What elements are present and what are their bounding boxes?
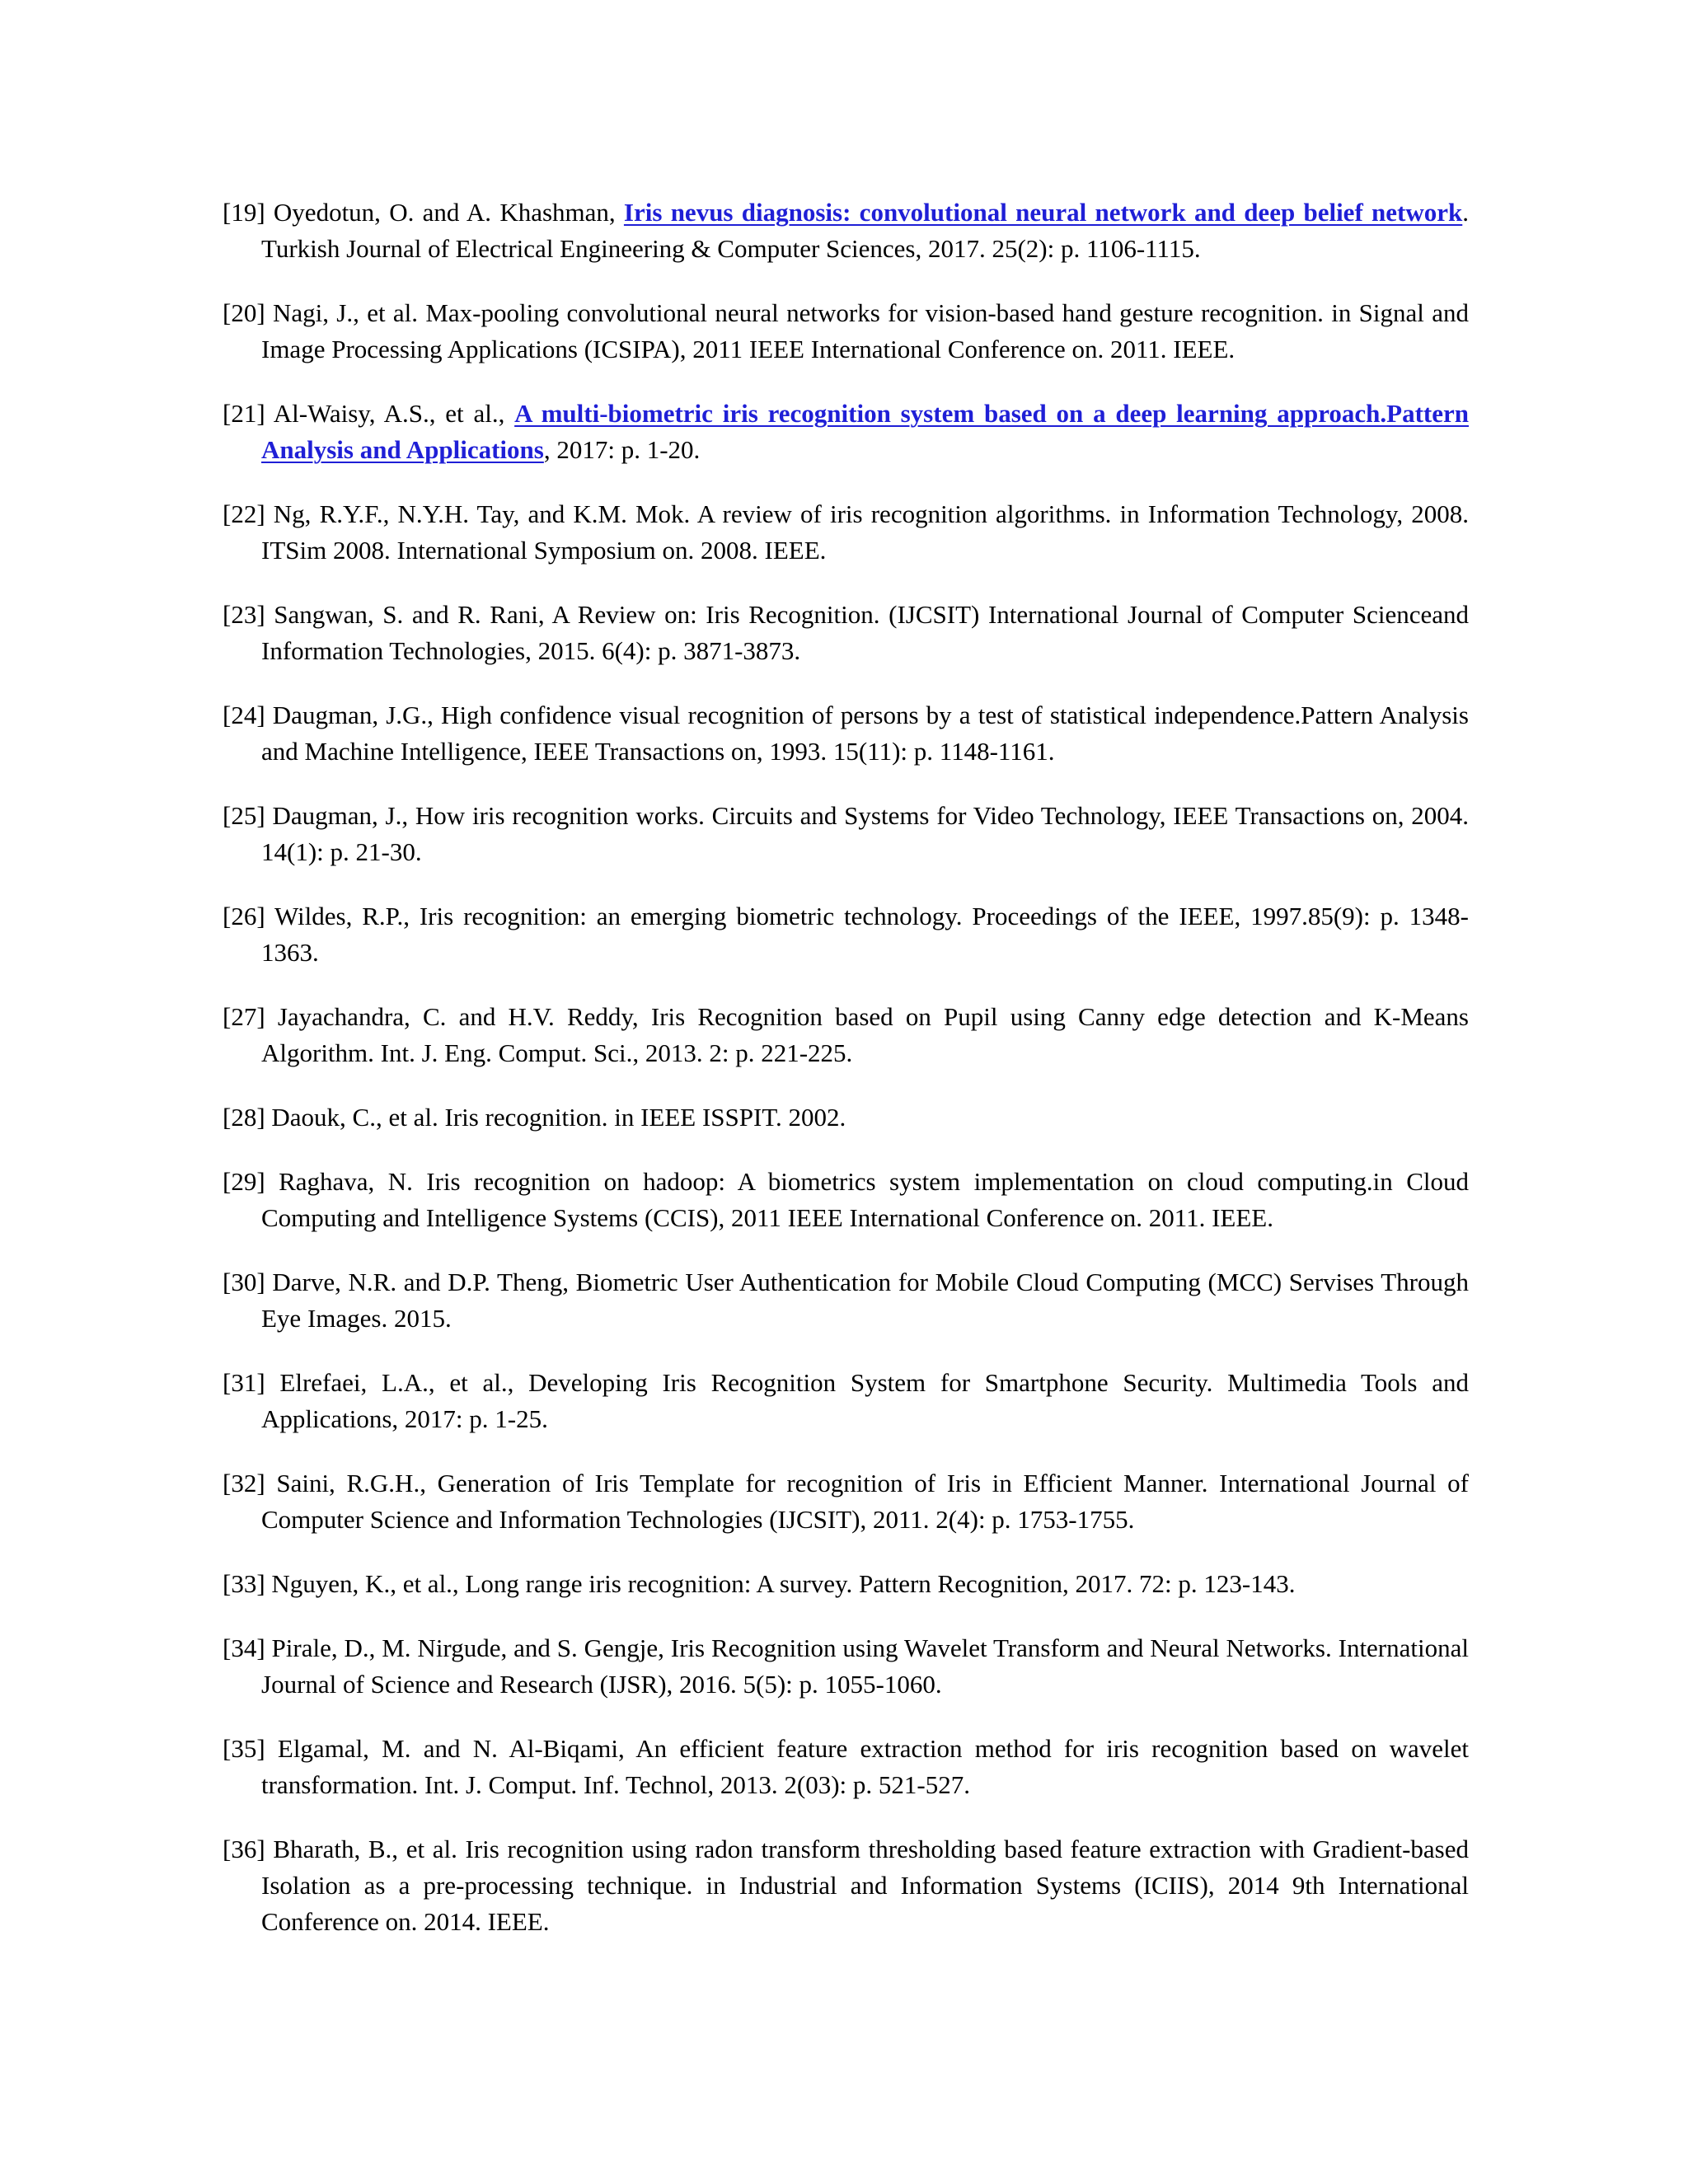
reference-item xyxy=(223,1264,1469,1337)
reference-item xyxy=(223,194,1469,267)
reference-number: [32] xyxy=(223,1469,265,1497)
reference-text: Pirale, D., M. Nirgude, and S. Gengje, Iris Recognition using Wavelet Transform and Neural Networks. International Journal of Science and Research (IJSR), 2016. 5(5): p. 1055-1060. xyxy=(261,1633,1469,1699)
reference-number: [31] xyxy=(223,1368,265,1397)
reference-item xyxy=(223,1566,1469,1602)
reference-number: [35] xyxy=(223,1734,265,1763)
reference-item xyxy=(223,396,1469,468)
reference-text: Nagi, J., et al. Max-pooling convolutional neural networks for vision-based hand gesture recognition. in Signal and Image Processing Applications (ICSIPA), 2011 IEEE International Conference on. 2011. IEEE. xyxy=(261,298,1469,363)
reference-text: Saini, R.G.H., Generation of Iris Template for recognition of Iris in Efficient Manner. International Journal of Computer Science and Information Technologies (IJCSIT), 2011. 2(4): p. 1753-1755. xyxy=(261,1469,1469,1534)
reference-text: Raghava, N. Iris recognition on hadoop: A biometrics system implementation on cloud computing.in Cloud Computing and Intelligence Systems (CCIS), 2011 IEEE International Conference on. 2011. IEEE. xyxy=(261,1167,1469,1232)
reference-text: Sangwan, S. and R. Rani, A Review on: Iris Recognition. (IJCSIT) International Journal of Computer Scienceand Information Technologies, 2015. 6(4): p. 3871-3873. xyxy=(261,600,1469,665)
reference-item xyxy=(223,1731,1469,1803)
reference-item xyxy=(223,1099,1469,1136)
reference-number: [23] xyxy=(223,600,265,629)
reference-text: Daouk, C., et al. Iris recognition. in IEEE ISSPIT. 2002. xyxy=(265,1103,846,1132)
reference-number: [22] xyxy=(223,499,265,528)
reference-text: Jayachandra, C. and H.V. Reddy, Iris Recognition based on Pupil using Canny edge detection and K-Means Algorithm. Int. J. Eng. Comput. Sci., 2013. 2: p. 221-225. xyxy=(261,1002,1469,1067)
reference-item xyxy=(223,1164,1469,1236)
reference-item xyxy=(223,597,1469,669)
reference-number: [20] xyxy=(223,298,265,327)
reference-number: [34] xyxy=(223,1633,265,1662)
reference-item xyxy=(223,798,1469,870)
reference-text: Wildes, R.P., Iris recognition: an emerging biometric technology. Proceedings of the IEEE, 1997.85(9): p. 1348-1363. xyxy=(261,902,1469,967)
reference-number: [19] xyxy=(223,198,265,227)
reference-text: Bharath, B., et al. Iris recognition using radon transform thresholding based feature extraction with Gradient-based Isolation as a pre-processing technique. in Industrial and Information Systems (ICIIS), 2014 9th International Conference on. 2014. IEEE. xyxy=(261,1835,1469,1936)
reference-item xyxy=(223,1465,1469,1538)
reference-text: Elrefaei, L.A., et al., Developing Iris Recognition System for Smartphone Security. Multimedia Tools and Applications, 2017: p. 1-25. xyxy=(261,1368,1469,1433)
reference-item xyxy=(223,1831,1469,1940)
reference-text: Darve, N.R. and D.P. Theng, Biometric User Authentication for Mobile Cloud Computing (MCC) Servises Through Eye Images. 2015. xyxy=(261,1268,1469,1333)
reference-item xyxy=(223,1365,1469,1437)
reference-title-link[interactable]: Iris nevus diagnosis: convolutional neural network and deep belief network xyxy=(623,198,1463,227)
reference-item xyxy=(223,496,1469,569)
reference-number: [29] xyxy=(223,1167,265,1196)
reference-number: [28] xyxy=(223,1103,265,1132)
reference-number: [36] xyxy=(223,1835,265,1863)
reference-item xyxy=(223,697,1469,770)
reference-text: Nguyen, K., et al., Long range iris recognition: A survey. Pattern Recognition, 2017. 72: p. 123-143. xyxy=(265,1569,1296,1598)
reference-text: Daugman, J., How iris recognition works. Circuits and Systems for Video Technology, IEEE Transactions on, 2004. 14(1): p. 21-30. xyxy=(261,801,1469,866)
reference-item xyxy=(223,999,1469,1071)
reference-text: Daugman, J.G., High confidence visual recognition of persons by a test of statistical independence.Pattern Analysis and Machine Intelligence, IEEE Transactions on, 1993. 15(11): p. 1148-1161. xyxy=(261,701,1469,766)
reference-item xyxy=(223,1630,1469,1703)
reference-text: Al-Waisy, A.S., et al., xyxy=(265,399,515,428)
reference-number: [30] xyxy=(223,1268,265,1296)
reference-text: Ng, R.Y.F., N.Y.H. Tay, and K.M. Mok. A review of iris recognition algorithms. in Information Technology, 2008. ITSim 2008. International Symposium on. 2008. IEEE. xyxy=(261,499,1469,565)
reference-number: [25] xyxy=(223,801,265,830)
reference-title-link[interactable]: A multi-biometric iris recognition system based on a deep learning approach.Pattern Analysis and Applications xyxy=(261,399,1469,464)
reference-number: [33] xyxy=(223,1569,265,1598)
reference-number: [26] xyxy=(223,902,265,930)
reference-item xyxy=(223,898,1469,971)
reference-text: , 2017: p. 1-20. xyxy=(543,435,701,464)
reference-list xyxy=(223,194,1469,1968)
reference-text: Oyedotun, O. and A. Khashman, xyxy=(265,198,624,227)
reference-number: [24] xyxy=(223,701,265,729)
reference-number: [21] xyxy=(223,399,265,428)
reference-item xyxy=(223,295,1469,368)
reference-text: . Turkish Journal of Electrical Engineering & Computer Sciences, 2017. 25(2): p. 1106-1115. xyxy=(261,198,1469,263)
reference-text: Elgamal, M. and N. Al-Biqami, An efficient feature extraction method for iris recognition based on wavelet transformation. Int. J. Comput. Inf. Technol, 2013. 2(03): p. 521-527. xyxy=(261,1734,1469,1799)
reference-number: [27] xyxy=(223,1002,265,1031)
